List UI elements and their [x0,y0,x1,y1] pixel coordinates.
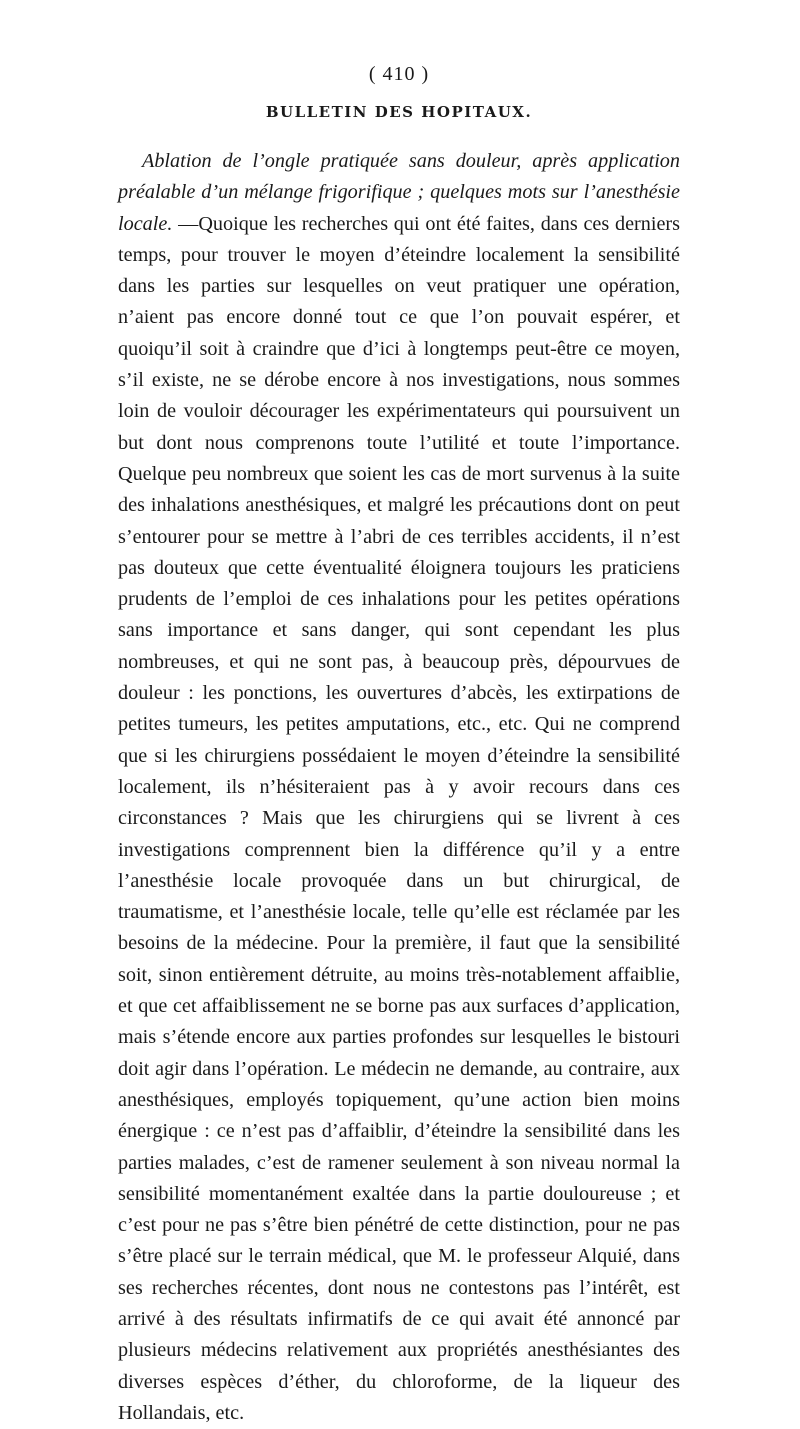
article-title: Ablation de l’ongle pratiquée sans douleur, après application préalable d’un mélange frigorifique ; quelques mots sur l’anesthésie locale. [118,150,680,235]
article-body: —Quoique les recherches qui ont été faites, dans ces derniers temps, pour trouver le moyen d’éteindre localement la sensibilité dans les parties sur lesquelles on veut pratiquer une opération, n’aient pas encore donné tout ce que l’on pouvait espérer, et quoiqu’il soit à craindre que d’ici à longtemps peut-être ce moyen, s’il existe, ne se dérobe encore à nos investigations, nous sommes loin de vouloir décourager les expérimentateurs qui poursuivent un but dont nous comprenons toute l’utilité et toute l’importance. Quelque peu nombreux que soient les cas de mort survenus à la suite des inhalations anesthésiques, et malgré les précautions dont on peut s’entourer pour se mettre à l’abri de ces terribles accidents, il n’est pas douteux que cette éventualité éloignera toujours les praticiens prudents de l’emploi de ces inhalations pour les petites opérations sans importance et sans danger, qui sont cependant les plus nombreuses, et qui ne sont pas, à beaucoup près, dépourvues de douleur : les ponctions, les ouvertures d’abcès, les extirpations de petites tumeurs, les petites amputations, etc., etc. Qui ne comprend que si les chirurgiens possédaient le moyen d’éteindre la sensibilité localement, ils n’hésiteraient pas à y avoir recours dans ces circonstances ? Mais que les chirurgiens qui se livrent à ces investigations comprennent bien la différence qu’il y a entre l’anesthésie locale provoquée dans un but chirurgical, de traumatisme, et l’anesthésie locale, telle qu’elle est réclamée par les besoins de la médecine. Pour la première, il faut que la sensibilité soit, sinon entièrement détruite, au moins très-notablement affaiblie, et que cet affaiblissement ne se borne pas aux surfaces d’application, mais s’étende encore aux parties profondes sur lesquelles le bistouri doit agir dans l’opération. Le médecin ne demande, au contraire, aux anesthésiques, employés topiquement, qu’une action bien moins énergique : ce n’est pas d’affaiblir, d’éteindre la sensibilité dans les parties malades, c’est de ramener seulement à son niveau normal la sensibilité momentanément exaltée dans la partie douloureuse ; et c’est pour ne pas s’être bien pénétré de cette distinction, pour ne pas s’être placé sur le terrain médical, que M. le professeur Alquié, dans ses recherches récentes, dont nous ne contestons pas l’intérêt, est arrivé à des résultats infirmatifs de ce qui avait été annoncé par plusieurs médecins relativement aux propriétés anesthésiantes des diverses espèces d’éther, du chloroforme, de la liqueur des Hollandais, etc. [118,212,680,1424]
running-head: BULLETIN DES HOPITAUX. [265,103,533,121]
page [118,60,680,1429]
page-number: ( 410 ) [368,63,430,85]
article-paragraph [118,146,680,1429]
